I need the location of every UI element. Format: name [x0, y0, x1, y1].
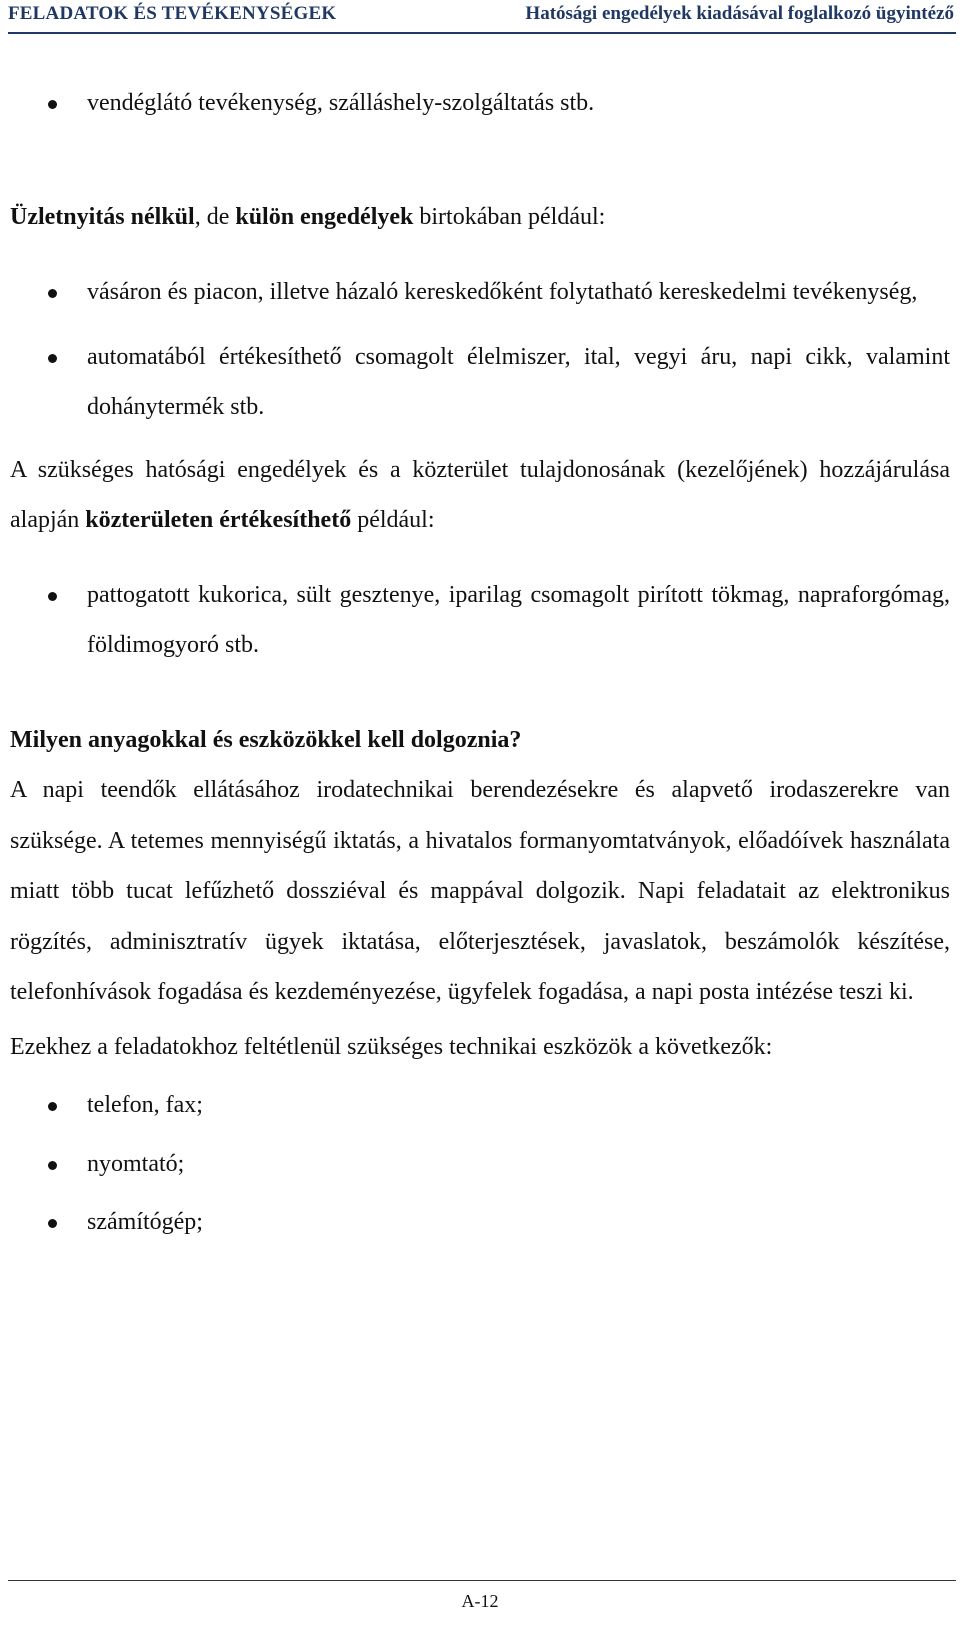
bold-phrase: külön engedélyek [235, 203, 414, 230]
bullet-icon [48, 354, 57, 363]
list-item [10, 78, 950, 129]
page-content [10, 78, 950, 1248]
page-number: A-12 [461, 1591, 499, 1611]
paragraph-equipment-intro: Ezekhez a feladatokhoz feltétlenül szükséges technikai eszközök a következők: [10, 1033, 773, 1060]
header-section-title: FELADATOK ÉS TEVÉKENYSÉGEK [8, 3, 337, 24]
list-item-text: számítógép; [87, 1209, 203, 1235]
section-heading: Milyen anyagokkal és eszközökkel kell dolgoznia? [10, 726, 522, 753]
text-run: például: [351, 507, 435, 533]
text-run: , de [194, 203, 236, 230]
bold-phrase: közterületen értékesíthető [85, 507, 352, 533]
bullet-list-equipment [10, 1080, 950, 1248]
footer-divider [8, 1580, 956, 1581]
bullet-icon [48, 1161, 57, 1170]
text-run: birtokában például: [413, 203, 606, 230]
bullet-list-permits [10, 267, 950, 433]
bullet-icon [48, 592, 57, 601]
page-header [0, 0, 960, 34]
header-divider [8, 32, 956, 34]
bullet-icon [48, 289, 57, 298]
list-item [10, 570, 950, 671]
bullet-icon [48, 1102, 57, 1111]
list-item [10, 1197, 950, 1248]
list-item [10, 1080, 950, 1131]
list-item [10, 267, 950, 318]
paragraph-without-shop [10, 192, 950, 243]
list-item [10, 1139, 950, 1190]
list-item-text: telefon, fax; [87, 1092, 203, 1118]
list-item-text: vendéglátó tevékenység, szálláshely-szolgáltatás stb. [87, 90, 595, 116]
bullet-list-public-goods [10, 570, 950, 671]
list-item-text: nyomtató; [87, 1150, 185, 1177]
header-document-title: Hatósági engedélyek kiadásával foglalkozó ügyintéző [525, 3, 954, 24]
bold-phrase: Üzletnyitás nélkül [10, 203, 195, 230]
bullet-icon [48, 1219, 57, 1228]
list-item-text: vásáron és piacon, illetve házaló kereskedőként folytatható kereskedelmi tevékenység, [87, 279, 918, 305]
list-item [10, 332, 950, 433]
paragraph-public-area [10, 445, 950, 546]
list-item-text: automatából értékesíthető csomagolt élelmiszer, ital, vegyi áru, napi cikk, valamint dohánytermék stb. [87, 343, 950, 420]
bullet-icon [48, 100, 57, 109]
list-item-text: pattogatott kukorica, sült gesztenye, iparilag csomagolt pirított tökmag, napraforgómag, földimogyoró stb. [87, 581, 950, 658]
text-run: A szükséges hatósági engedélyek és a közterület tulajdonosának (kezelőjének) hozzájárulása alapján [10, 456, 950, 533]
paragraph-tools: A napi teendők ellátásához irodatechnikai berendezésekre és alapvető irodaszerekre van szüksége. A tetemes mennyiségű iktatás, a hivatalos formanyomtatványok, előadóívek használata miatt több tucat lefűzhető dossziéval és mappával dolgozik. Napi feladatait az elektronikus rögzítés, adminisztratív ügyek iktatása, előterjesztések, javaslatok, beszámolók készítése, telefonhívások fogadása és kezdeményezése, ügyfelek fogadása, a napi posta intézése teszi ki. [10, 777, 950, 1005]
bullet-list-shops [10, 78, 950, 129]
